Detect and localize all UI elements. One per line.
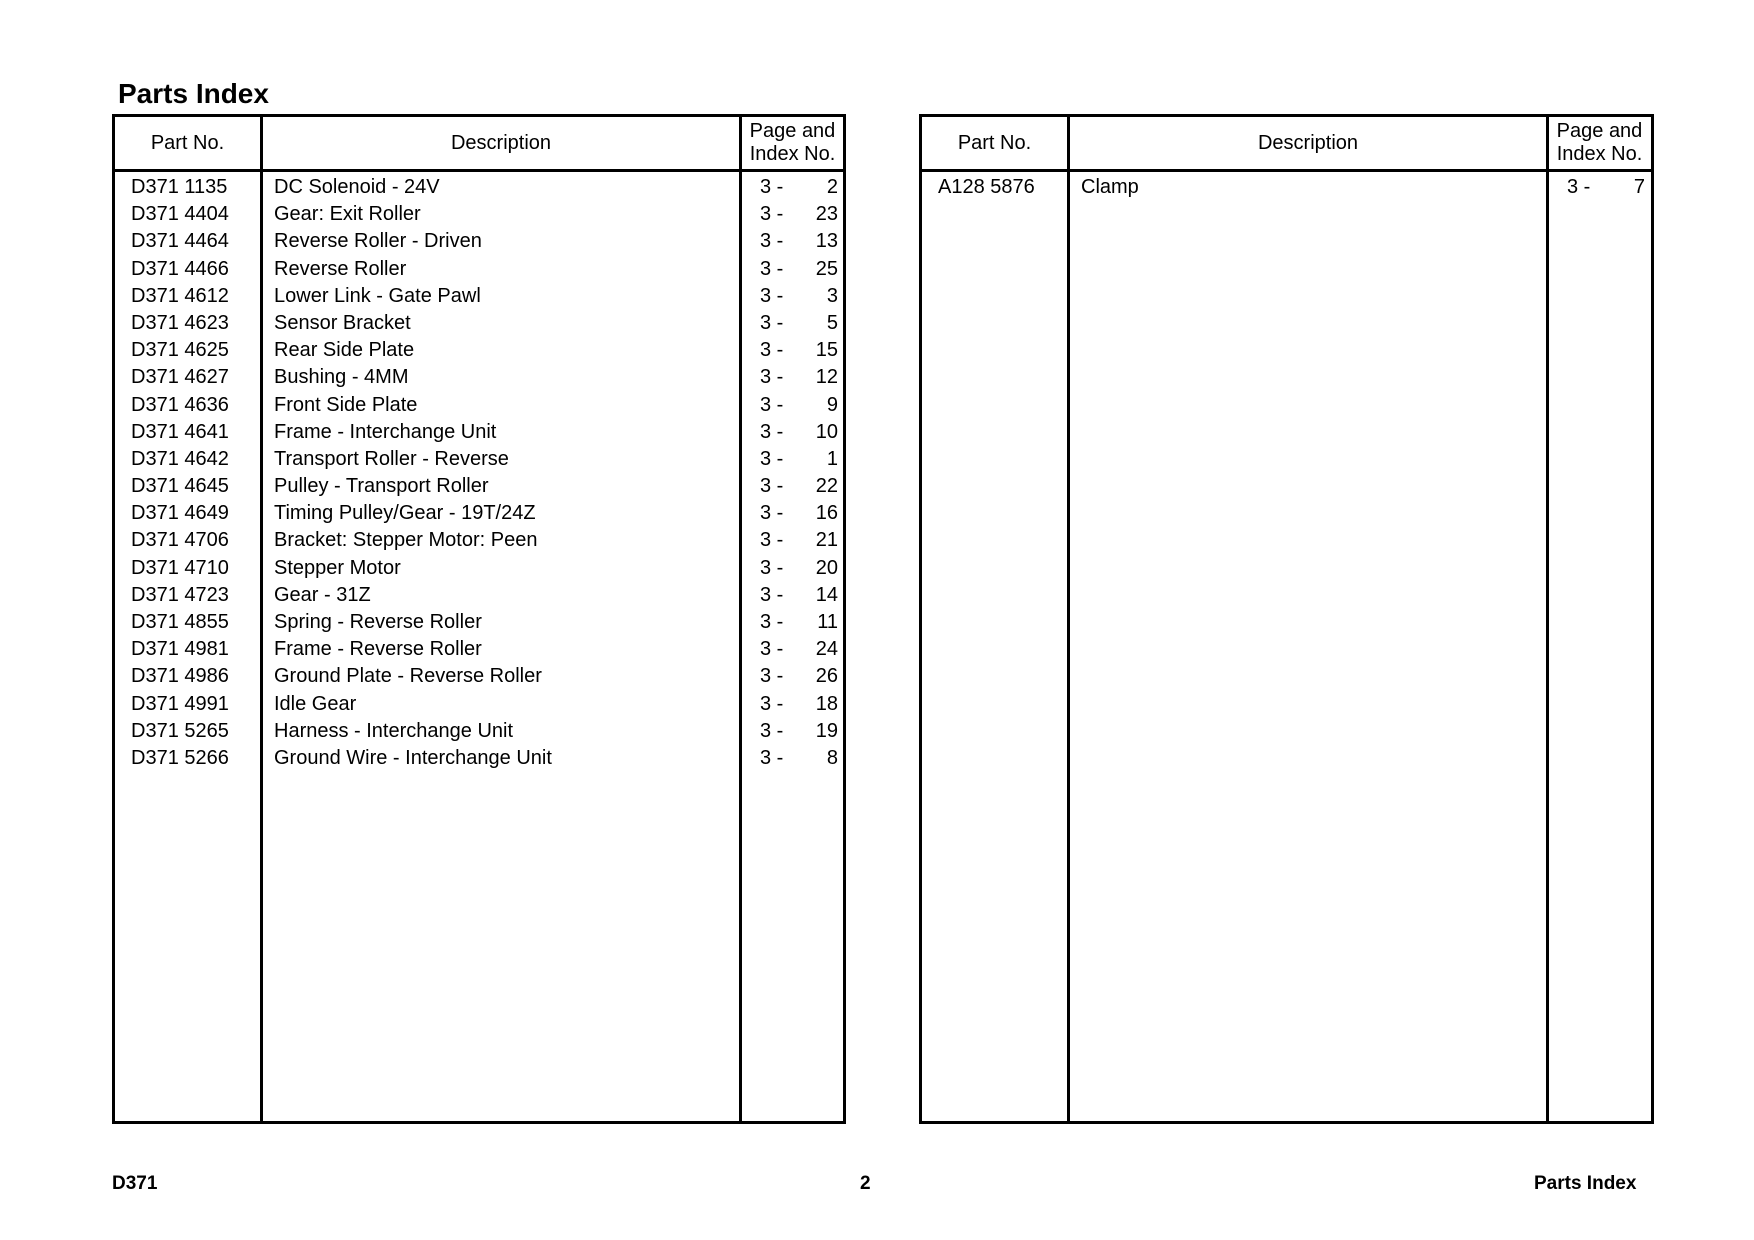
part-description: Gear - 31Z	[274, 583, 371, 606]
part-description: Frame - Reverse Roller	[274, 638, 482, 661]
table-row	[115, 471, 843, 498]
table-row	[115, 743, 843, 770]
column-divider	[1067, 117, 1070, 1121]
header-description: Description	[1257, 131, 1359, 154]
table-row	[115, 525, 843, 552]
index-number: 3	[826, 284, 838, 307]
index-number: 19	[815, 719, 838, 742]
table-row	[115, 417, 843, 444]
index-number: 21	[815, 529, 838, 552]
part-description: Ground Plate - Reverse Roller	[274, 665, 542, 688]
part-number: D371 4723	[131, 583, 229, 606]
table-row	[115, 199, 843, 226]
part-number: D371 4612	[131, 284, 229, 307]
page-number: 3 -	[760, 176, 784, 198]
page-number: 3 -	[760, 719, 784, 742]
part-description: Ground Wire - Interchange Unit	[274, 746, 552, 769]
table-row	[115, 390, 843, 417]
part-description: Stepper Motor	[274, 556, 401, 579]
table-row	[115, 308, 843, 335]
part-description: Bushing - 4MM	[274, 366, 409, 389]
page-number: 3 -	[760, 311, 784, 334]
table-row	[115, 444, 843, 471]
index-number: 12	[815, 366, 838, 389]
part-description: Timing Pulley/Gear - 19T/24Z	[274, 502, 536, 525]
part-number: D371 4645	[131, 475, 229, 498]
part-description: Lower Link - Gate Pawl	[274, 284, 481, 307]
part-number: D371 4706	[131, 529, 229, 552]
index-number: 18	[815, 692, 838, 715]
page-number: 3 -	[760, 393, 784, 416]
footer-section: Parts Index	[1534, 1173, 1637, 1194]
index-number: 9	[826, 393, 838, 416]
header-page-index	[742, 117, 843, 169]
table-row	[115, 172, 843, 199]
page-number: 3 -	[760, 665, 784, 688]
page-number: 3 -	[760, 556, 784, 579]
part-description: Gear: Exit Roller	[274, 203, 421, 226]
index-number: 2	[826, 176, 838, 198]
part-description: Transport Roller - Reverse	[274, 447, 509, 470]
index-number: 24	[815, 638, 838, 661]
page-number: 3 -	[760, 339, 784, 362]
page-number: 3 -	[760, 611, 784, 633]
part-description: Spring - Reverse Roller	[274, 611, 482, 633]
table-row	[115, 689, 843, 716]
page-number: 3 -	[760, 638, 784, 661]
part-number: D371 4642	[131, 447, 229, 470]
index-number: 11	[817, 611, 838, 633]
part-number: D371 4855	[131, 611, 229, 633]
index-number: 23	[815, 203, 838, 226]
part-description: Idle Gear	[274, 692, 357, 715]
header-part-no: Part No.	[957, 131, 1032, 154]
header-page-index-line2: Index No.	[1556, 143, 1643, 165]
part-number: A128 5876	[938, 176, 1035, 198]
table-row	[115, 335, 843, 362]
part-description: Frame - Interchange Unit	[274, 420, 497, 443]
table-row	[115, 498, 843, 525]
table-row	[115, 580, 843, 607]
index-number: 8	[826, 746, 838, 769]
page-number: 3 -	[760, 746, 784, 769]
page-number: 3 -	[760, 475, 784, 498]
header-page-index-line1: Page and	[1556, 120, 1643, 142]
index-number: 14	[815, 583, 838, 606]
part-number: D371 4649	[131, 502, 229, 525]
part-number: D371 4627	[131, 366, 229, 389]
part-description: Reverse Roller - Driven	[274, 230, 482, 253]
page-number: 3 -	[760, 420, 784, 443]
page-number: 3 -	[760, 447, 784, 470]
header-description: Description	[450, 131, 552, 154]
table-row	[115, 254, 843, 281]
footer-page-number: 2	[860, 1173, 871, 1194]
table-row	[115, 607, 843, 634]
index-number: 1	[826, 447, 838, 470]
header-part-no: Part No.	[150, 131, 225, 154]
part-description: Bracket: Stepper Motor: Peen	[274, 529, 538, 552]
part-number: D371 4981	[131, 638, 229, 661]
index-number: 15	[815, 339, 838, 362]
page-number: 3 -	[760, 230, 784, 253]
index-number: 22	[815, 475, 838, 498]
part-number: D371 4991	[131, 692, 229, 715]
part-description: Reverse Roller	[274, 257, 407, 280]
footer-model: D371	[112, 1173, 158, 1194]
part-description: Sensor Bracket	[274, 311, 411, 334]
page-number: 3 -	[760, 366, 784, 389]
header-page-index-line1: Page and	[749, 120, 836, 142]
part-description: Rear Side Plate	[274, 339, 415, 362]
page-number: 3 -	[760, 203, 784, 226]
part-number: D371 4466	[131, 257, 229, 280]
part-description: Pulley - Transport Roller	[274, 475, 489, 498]
parts-table-right	[919, 114, 1654, 1124]
page-number: 3 -	[760, 502, 784, 525]
part-description: DC Solenoid - 24V	[274, 176, 440, 198]
part-number: D371 4404	[131, 203, 229, 226]
part-number: D371 4710	[131, 556, 229, 579]
table-row	[115, 634, 843, 661]
part-number: D371 5265	[131, 719, 229, 742]
index-number: 10	[815, 420, 838, 443]
part-number: D371 4636	[131, 393, 229, 416]
part-number: D371 4623	[131, 311, 229, 334]
table-body	[922, 172, 1651, 199]
part-number: D371 4625	[131, 339, 229, 362]
page-number: 3 -	[760, 529, 784, 552]
table-row	[115, 362, 843, 389]
header-page-index	[1549, 117, 1650, 169]
table-row	[922, 172, 1651, 199]
parts-table-left	[112, 114, 846, 1124]
page-number: 3 -	[760, 257, 784, 280]
table-row	[115, 553, 843, 580]
part-description: Clamp	[1081, 176, 1139, 198]
page-number: 3 -	[760, 284, 784, 307]
part-number: D371 1135	[131, 176, 228, 198]
part-number: D371 4464	[131, 230, 229, 253]
part-number: D371 4986	[131, 665, 229, 688]
table-row	[115, 281, 843, 308]
page-title: Parts Index	[118, 78, 269, 109]
table-body	[115, 172, 843, 770]
page-number: 3 -	[760, 692, 784, 715]
table-row	[115, 226, 843, 253]
page-number: 3 -	[760, 583, 784, 606]
index-number: 7	[1633, 176, 1645, 198]
index-number: 5	[826, 311, 838, 334]
part-description: Front Side Plate	[274, 393, 418, 416]
part-number: D371 5266	[131, 746, 229, 769]
part-number: D371 4641	[131, 420, 229, 443]
index-number: 13	[815, 230, 838, 253]
index-number: 26	[815, 665, 838, 688]
table-row	[115, 716, 843, 743]
index-number: 16	[815, 502, 838, 525]
index-number: 20	[815, 556, 838, 579]
header-page-index-line2: Index No.	[749, 143, 836, 165]
index-number: 25	[815, 257, 838, 280]
table-row	[115, 661, 843, 688]
page-number: 3 -	[1567, 176, 1591, 198]
column-divider	[1546, 117, 1549, 1121]
part-description: Harness - Interchange Unit	[274, 719, 514, 742]
